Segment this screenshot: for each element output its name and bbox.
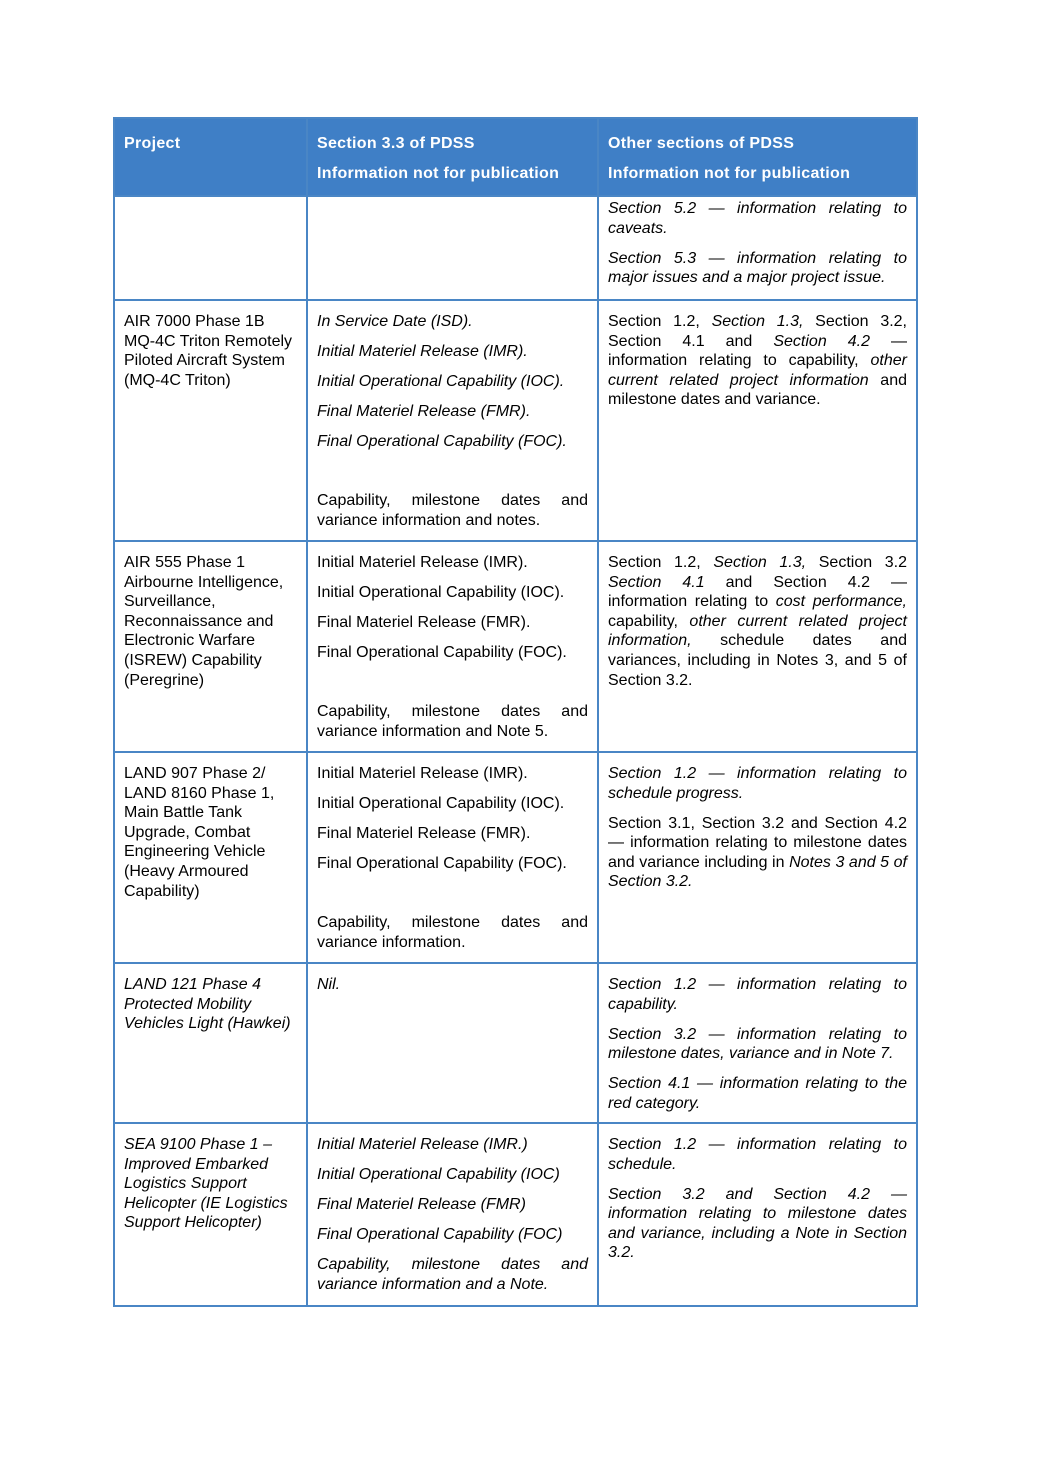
project-cell bbox=[114, 196, 307, 300]
milestone-item: Final Materiel Release (FMR) bbox=[317, 1195, 526, 1213]
table-row bbox=[114, 752, 917, 963]
other-paragraph: Section 3.2 and Section 4.2 — information relating to milestone dates and variance, including a Note in Section 3.2. bbox=[608, 1185, 907, 1262]
section33-cell bbox=[307, 1123, 598, 1306]
other-sections-cell bbox=[598, 752, 917, 963]
milestone-item: Final Operational Capability (FOC). bbox=[317, 643, 567, 661]
project-name: LAND 907 Phase 2/ LAND 8160 Phase 1, Main Battle Tank Upgrade, Combat Engineering Vehicle (Heavy Armoured Capability) bbox=[124, 765, 275, 900]
milestone-item: Final Operational Capability (FOC) bbox=[317, 1225, 563, 1243]
milestone-item: Initial Materiel Release (IMR). bbox=[317, 342, 528, 360]
milestone-item: In Service Date (ISD). bbox=[317, 313, 473, 330]
other-paragraph: Section 3.1, Section 3.2 and Section 4.2 — information relating to milestone dates and variance including in Notes 3 and 5 of Section 3.2. bbox=[608, 814, 907, 891]
header-section33-subtitle: Information not for publication bbox=[317, 165, 560, 182]
table-row bbox=[114, 196, 917, 300]
other-paragraph: Section 1.2 — information relating to schedule progress. bbox=[608, 765, 907, 802]
project-cell bbox=[114, 1123, 307, 1306]
section33-cell bbox=[307, 196, 598, 300]
other-sections-cell bbox=[598, 963, 917, 1123]
milestone-item: Initial Materiel Release (IMR). bbox=[317, 554, 528, 571]
table-row bbox=[114, 541, 917, 752]
project-name: SEA 9100 Phase 1 – Improved Embarked Logistics Support Helicopter (IE Logistics Support Helicopter) bbox=[124, 1136, 288, 1232]
other-paragraph: Section 4.1 — information relating to the red category. bbox=[608, 1075, 907, 1112]
table-row bbox=[114, 300, 917, 541]
section33-note: Capability, milestone dates and variance information. bbox=[317, 913, 588, 951]
milestone-item: Final Operational Capability (FOC). bbox=[317, 854, 567, 872]
other-sections-cell bbox=[598, 300, 917, 541]
header-project bbox=[114, 118, 307, 196]
project-name: LAND 121 Phase 4 Protected Mobility Vehicles Light (Hawkei) bbox=[124, 976, 291, 1033]
project-cell bbox=[114, 541, 307, 752]
section33-cell bbox=[307, 752, 598, 963]
project-cell bbox=[114, 752, 307, 963]
project-cell bbox=[114, 300, 307, 541]
header-section33 bbox=[307, 118, 598, 196]
other-sections-cell bbox=[598, 196, 917, 300]
milestone-item: Initial Operational Capability (IOC). bbox=[317, 372, 565, 390]
project-name: AIR 7000 Phase 1B MQ-4C Triton Remotely Piloted Aircraft System (MQ-4C Triton) bbox=[124, 313, 293, 389]
table-row bbox=[114, 963, 917, 1123]
pdss-information-table bbox=[113, 117, 918, 1307]
section33-note: Capability, milestone dates and variance information and Note 5. bbox=[317, 702, 588, 740]
other-paragraph: Section 5.2 — information relating to caveats. bbox=[608, 200, 907, 237]
other-paragraph: Section 1.2, Section 1.3, Section 3.2 Section 4.1 and Section 4.2 — information relating to cost performance, capability, other current related project information, schedule dates and variances, including in Notes 3, and 5 of Section 3.2. bbox=[608, 554, 908, 689]
project-cell bbox=[114, 963, 307, 1123]
milestone-item: Final Operational Capability (FOC). bbox=[317, 432, 567, 450]
milestone-item: Initial Operational Capability (IOC) bbox=[317, 1165, 560, 1183]
section33-note: Capability, milestone dates and variance information and a Note. bbox=[317, 1255, 588, 1293]
header-section33-title: Section 3.3 of PDSS bbox=[317, 135, 475, 152]
milestone-item: Initial Materiel Release (IMR.) bbox=[317, 1136, 528, 1153]
table-header-row bbox=[114, 118, 917, 196]
other-paragraph: Section 5.3 — information relating to major issues and a major project issue. bbox=[608, 249, 907, 287]
milestone-item: Initial Materiel Release (IMR). bbox=[317, 765, 528, 782]
table-row bbox=[114, 1123, 917, 1306]
header-other-subtitle: Information not for publication bbox=[608, 165, 851, 182]
other-paragraph: Section 1.2, Section 1.3, Section 3.2, Section 4.1 and Section 4.2 — information relating to capability, other current related project information and milestone dates and variance. bbox=[608, 313, 908, 409]
milestone-item: Nil. bbox=[317, 976, 341, 993]
milestone-item: Final Materiel Release (FMR). bbox=[317, 613, 531, 631]
other-paragraph: Section 1.2 — information relating to capability. bbox=[608, 976, 907, 1013]
other-paragraph: Section 1.2 — information relating to schedule. bbox=[608, 1136, 907, 1173]
header-other-sections bbox=[598, 118, 917, 196]
header-other-title: Other sections of PDSS bbox=[608, 135, 795, 152]
section33-note: Capability, milestone dates and variance information and notes. bbox=[317, 491, 588, 529]
milestone-item: Final Materiel Release (FMR). bbox=[317, 402, 531, 420]
section33-cell bbox=[307, 300, 598, 541]
section33-cell bbox=[307, 541, 598, 752]
section33-cell bbox=[307, 963, 598, 1123]
other-sections-cell bbox=[598, 1123, 917, 1306]
header-project-label: Project bbox=[124, 135, 181, 152]
milestone-item: Initial Operational Capability (IOC). bbox=[317, 583, 565, 601]
milestone-item: Final Materiel Release (FMR). bbox=[317, 824, 531, 842]
other-paragraph: Section 3.2 — information relating to milestone dates, variance and in Note 7. bbox=[608, 1025, 907, 1063]
other-sections-cell bbox=[598, 541, 917, 752]
project-name: AIR 555 Phase 1 Airbourne Intelligence, Surveillance, Reconnaissance and Electronic Warfare (ISREW) Capability (Peregrine) bbox=[124, 554, 284, 689]
milestone-item: Initial Operational Capability (IOC). bbox=[317, 794, 565, 812]
